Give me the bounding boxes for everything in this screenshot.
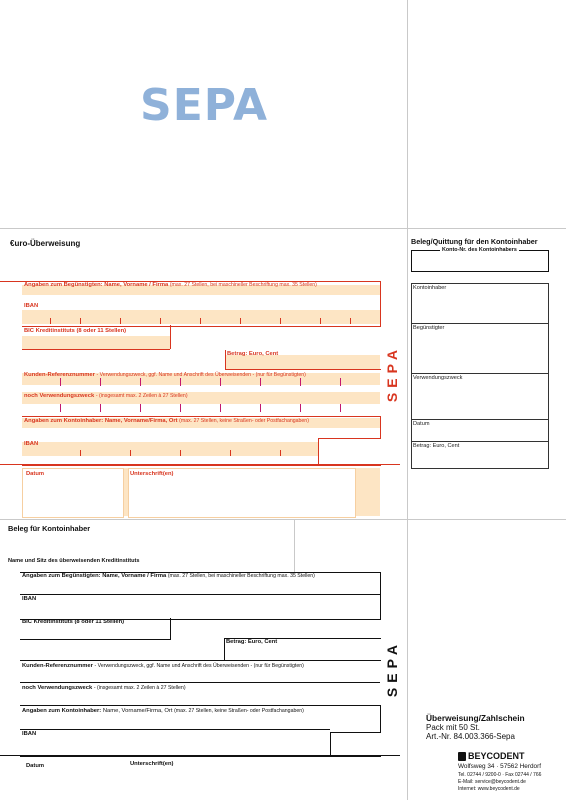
bottom-reference-label-text: Kunden-Referenznummer: [22, 663, 93, 669]
brand-phone: Tel. 02744 / 9200-0 · Fax 02744 / 766: [458, 772, 542, 778]
tick: [140, 378, 141, 386]
bottom-beneficiary-hint: (max. 27 Stellen, bei maschineller Beschriftung max. 35 Stellen): [167, 573, 315, 579]
top-iban-label: IBAN: [24, 303, 39, 309]
tick: [100, 378, 101, 386]
bic-band: [22, 336, 170, 350]
receipt-row-divider: [411, 419, 548, 420]
top-purpose-label-text: noch Verwendungszweck: [24, 393, 95, 399]
top-reference-hint: - Verwendungszweck, ggf. Name und Anschrift des Überweisenden - (nur für Begünstigten): [96, 372, 306, 378]
bottom-rule-final: [0, 755, 400, 756]
tick: [180, 450, 181, 456]
tick: [220, 378, 221, 386]
tick: [200, 318, 201, 324]
bottom-holder-hint: (max. 27 Stellen, keine Straßen- oder Postfachangaben): [174, 708, 304, 714]
bottom-rule-bic: [170, 618, 171, 640]
bottom-reference-hint: - Verwendungszweck, ggf. Name und Anschrift des Überweisenden - (nur für Begünstigten): [94, 663, 304, 669]
receipt-row-label: Betrag: Euro, Cent: [413, 443, 460, 449]
tick: [280, 450, 281, 456]
tick: [160, 318, 161, 324]
bottom-date-label: Datum: [26, 763, 45, 769]
vertical-divider: [407, 0, 408, 800]
tick: [300, 378, 301, 386]
bottom-holder-label-2: Name, Vorname/Firma, Ort: [102, 708, 173, 714]
receipt-row-label: Verwendungszweck: [413, 375, 463, 381]
top-purpose-hint: - (insgesamt max. 2 Zeilen à 27 Stellen): [95, 393, 188, 399]
tick: [60, 404, 61, 412]
top-bic-label: BIC Kreditinstituts (8 oder 11 Stellen): [24, 328, 127, 334]
bottom-rule-iban2: [20, 729, 330, 730]
top-holder-label: [24, 419, 309, 425]
bottom-iban2-label: IBAN: [22, 731, 37, 737]
bottom-rule-ref: [20, 660, 380, 661]
top-date-label: Datum: [26, 471, 45, 477]
bottom-holder-label: [22, 709, 304, 715]
brand-email: E-Mail: service@beycodent.de: [458, 779, 526, 785]
tick: [80, 318, 81, 324]
top-form-title: €uro-Überweisung: [10, 239, 81, 248]
bottom-iban-label: IBAN: [22, 596, 37, 602]
top-sepa-side-text: SEPA: [384, 345, 400, 403]
tick: [300, 404, 301, 412]
tick: [180, 404, 181, 412]
tick: [220, 404, 221, 412]
product-pack: Pack mit 50 St.: [426, 723, 480, 732]
top-beneficiary-label: [24, 283, 317, 289]
product-title: Überweisung/Zahlschein: [426, 713, 525, 723]
horizontal-divider-bottom: [0, 519, 566, 520]
receipt-row-divider: [411, 323, 548, 324]
top-holder-label-text: Angaben zum Kontoinhaber: Name, Vorname/Firma, Ort: [24, 418, 178, 424]
tick: [350, 318, 351, 324]
receipt-row-divider: [411, 373, 548, 374]
red-rule-1: [0, 281, 22, 282]
tick: [60, 378, 61, 386]
red-holder-cut: [318, 438, 381, 465]
top-iban2-label: IBAN: [24, 441, 39, 447]
top-beneficiary-hint: (max. 27 Stellen, bei maschineller Beschriftung max. 35 Stellen): [169, 282, 317, 288]
account-no-label: Konto-Nr. des Kontoinhabers: [442, 247, 517, 253]
bottom-reference-label: [22, 664, 304, 670]
tick: [280, 318, 281, 324]
beycodent-logo-icon: [458, 752, 466, 761]
tick: [260, 404, 261, 412]
receipt-row-label: Datum: [413, 421, 430, 427]
tick: [120, 318, 121, 324]
tick: [100, 404, 101, 412]
bottom-purpose-label-text: noch Verwendungszweck: [22, 685, 93, 691]
bottom-beneficiary-label-text: Angaben zum Begünstigten: Name, Vorname / Firma: [22, 573, 167, 579]
top-holder-hint: (max. 27 Stellen, keine Straßen- oder Postfachangaben): [179, 418, 309, 424]
brand-address: Wolfsweg 34 · 57562 Herdorf: [458, 763, 542, 770]
tick: [320, 318, 321, 324]
bottom-holder-cut: [330, 732, 381, 756]
top-purpose-label: [24, 394, 188, 400]
bottom-rule-iban: [20, 594, 380, 595]
tick: [140, 404, 141, 412]
top-amount-label: Betrag: Euro, Cent: [227, 351, 279, 357]
bottom-signature-label: Unterschrift(en): [130, 761, 174, 767]
receipt-row-label: Kontoinhaber: [413, 285, 447, 291]
tick: [340, 404, 341, 412]
bank-label: Name und Sitz des überweisenden Kreditinstituts: [8, 558, 140, 564]
bottom-purpose-label: [22, 686, 186, 692]
tick: [50, 318, 51, 324]
tick: [80, 450, 81, 456]
bank-area-divider: [294, 520, 295, 572]
tick: [340, 378, 341, 386]
tick: [240, 318, 241, 324]
top-reference-label-text: Kunden-Referenznummer: [24, 372, 95, 378]
bottom-holder-label-text: Angaben zum Kontoinhaber:: [22, 708, 102, 714]
tick: [130, 450, 131, 456]
product-article: Art.-Nr. 84.003.366-Sepa: [426, 732, 515, 741]
bottom-sepa-side-text: SEPA: [384, 640, 400, 698]
sepa-logo: SEPA: [140, 80, 269, 131]
top-reference-label: [24, 373, 306, 379]
top-signature-label: Unterschrift(en): [130, 471, 174, 477]
brand-name: BEYCODENT: [468, 751, 525, 761]
tick: [260, 378, 261, 386]
red-rule-bic: [170, 325, 171, 349]
receipt-row-divider: [411, 441, 548, 442]
tick: [180, 378, 181, 386]
bottom-purpose-hint: - (insgesamt max. 2 Zeilen à 27 Stellen): [93, 685, 186, 691]
bottom-form-title: Beleg für Kontoinhaber: [8, 524, 91, 533]
receipt-row-label: Begünstigter: [413, 325, 445, 331]
brand-web: Internet: www.beycodent.de: [458, 786, 520, 792]
bottom-rule-bic-bottom: [20, 639, 170, 640]
receipt-title: Beleg/Quittung für den Kontoinhaber: [411, 237, 538, 246]
red-rule-bic-bottom: [22, 349, 170, 350]
bottom-beneficiary-label: [22, 574, 315, 580]
tick: [230, 450, 231, 456]
horizontal-divider-top: [0, 228, 566, 229]
bottom-amount-label: Betrag: Euro, Cent: [226, 639, 278, 645]
red-rule-bottom: [0, 464, 400, 465]
bottom-bic-label: BIC Kreditinstituts (8 oder 11 Stellen): [22, 619, 125, 625]
top-beneficiary-label-text: Angaben zum Begünstigten: Name, Vorname / Firma: [24, 282, 169, 288]
bottom-rule-purpose: [20, 682, 380, 683]
